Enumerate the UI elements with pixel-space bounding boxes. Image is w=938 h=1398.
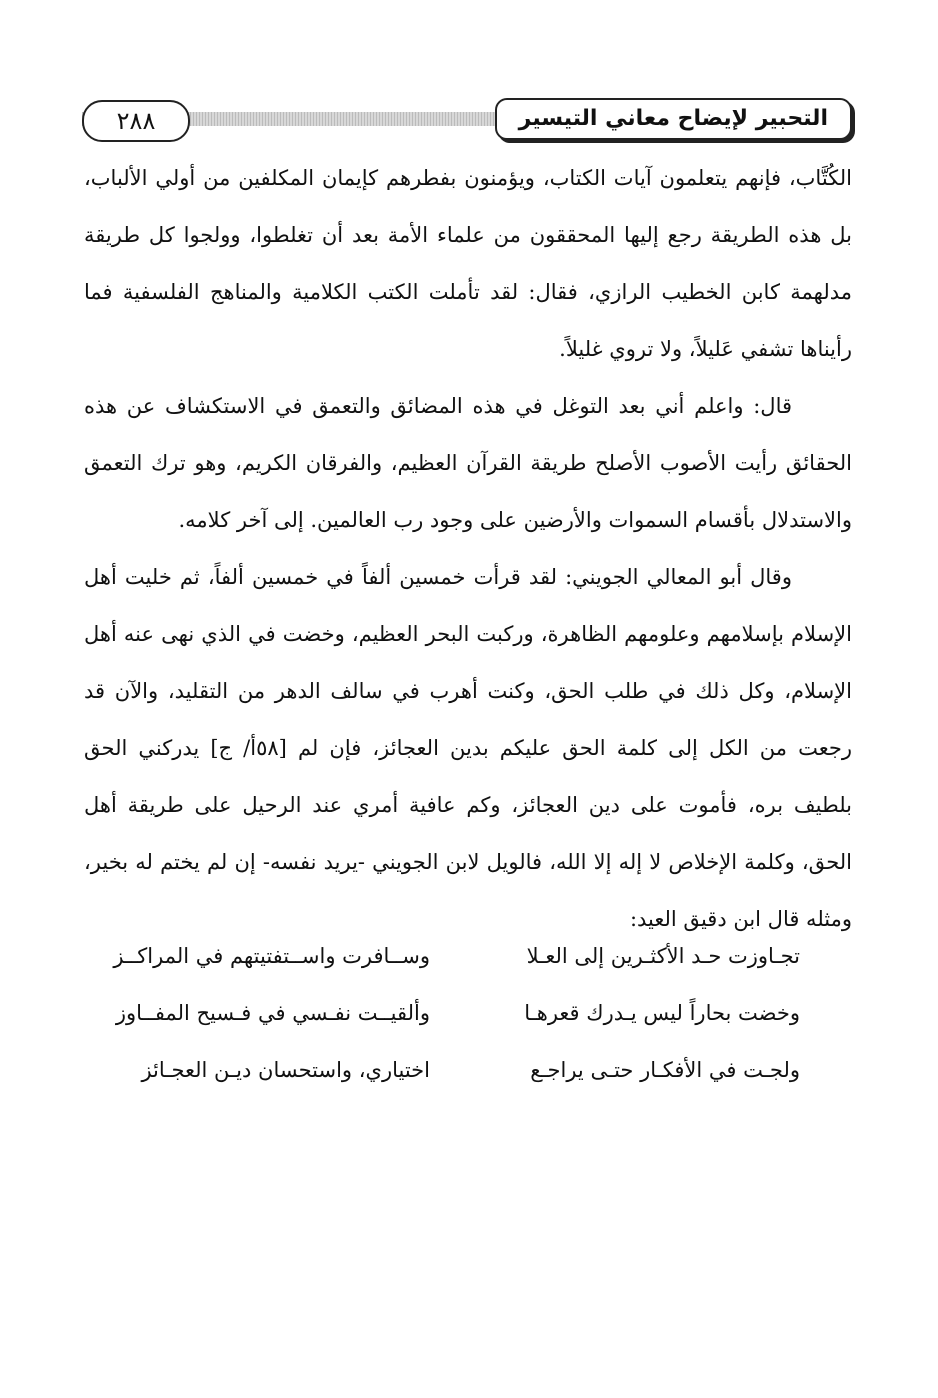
poem-verse [100, 985, 800, 1042]
poem-verse [100, 1042, 800, 1099]
main-text [84, 150, 852, 948]
poem [100, 928, 800, 1099]
paragraph: وقال أبو المعالي الجويني: لقد قرأت خمسين ألفاً في خمسين ألفاً، ثم خليت أهل الإسلام بإسلامهم وعلومهم الظاهرة، وركبت البحر العظيم، وخضت في الذي نهى عنه أهل الإسلام، وكل ذلك في طلب الحق، وكنت أهرب في سالف الدهر من التقليد، والآن قد رجعت من الكل إلى كلمة الحق عليكم بدين العجائز، فإن لم [٥٨أ/ ج] يدركني الحق بلطيف بره، فأموت على دين العجائز، وكم عافية أمري عند الرحيل على طريقة أهل الحق، وكلمة الإخلاص لا إله إلا الله، فالويل لابن الجويني -يريد نفسه- إن لم يختم له بخير، ومثله قال ابن دقيق العيد: [84, 565, 853, 931]
page-number: ٢٨٨ [82, 100, 190, 142]
verse-first-hemistich: وخضت بحاراً ليس يـدرك قعرهـا [524, 1001, 800, 1025]
running-header [82, 92, 852, 144]
verse-second-hemistich: اختياري، واستحسان ديـن العجـائز [141, 1058, 430, 1082]
verse-first-hemistich: ولجـت في الأفكـار حتـى يراجـع [530, 1058, 800, 1082]
verse-second-hemistich: وألقيــت نفـسي في فـسيح المفــاوز [115, 1001, 430, 1025]
book-title: التحبير لإيضاح معاني التيسير [495, 98, 852, 140]
verse-first-hemistich: تجـاوزت حـد الأكثـرين إلى العـلا [526, 944, 800, 968]
paragraph: الكُتَّاب، فإنهم يتعلمون آيات الكتاب، ويؤمنون بفطرهم كإيمان المكلفين من أولي الألباب، بل هذه الطريقة رجع إليها المحققون من علماء الأمة بعد أن تغلطوا، وولجوا كل طريقة مدلهمة كابن الخطيب الرازي، فقال: لقد تأملت الكتب الكلامية والمناهج الفلسفية فما رأيناها تشفي عَليلاً، ولا تروي غليلاً. [84, 166, 852, 361]
paragraph: قال: واعلم أني بعد التوغل في هذه المضائق والتعمق في الاستكشاف عن هذه الحقائق رأيت الأصوب الأصلح طريقة القرآن العظيم، والفرقان الكريم، وهو ترك التعمق والاستدلال بأقسام السموات والأرضين على وجود رب العالمين. إلى آخر كلامه. [84, 394, 852, 532]
poem-verse [100, 928, 800, 985]
verse-second-hemistich: وســافرت واســتفتيتهم في المراكــز [113, 944, 430, 968]
